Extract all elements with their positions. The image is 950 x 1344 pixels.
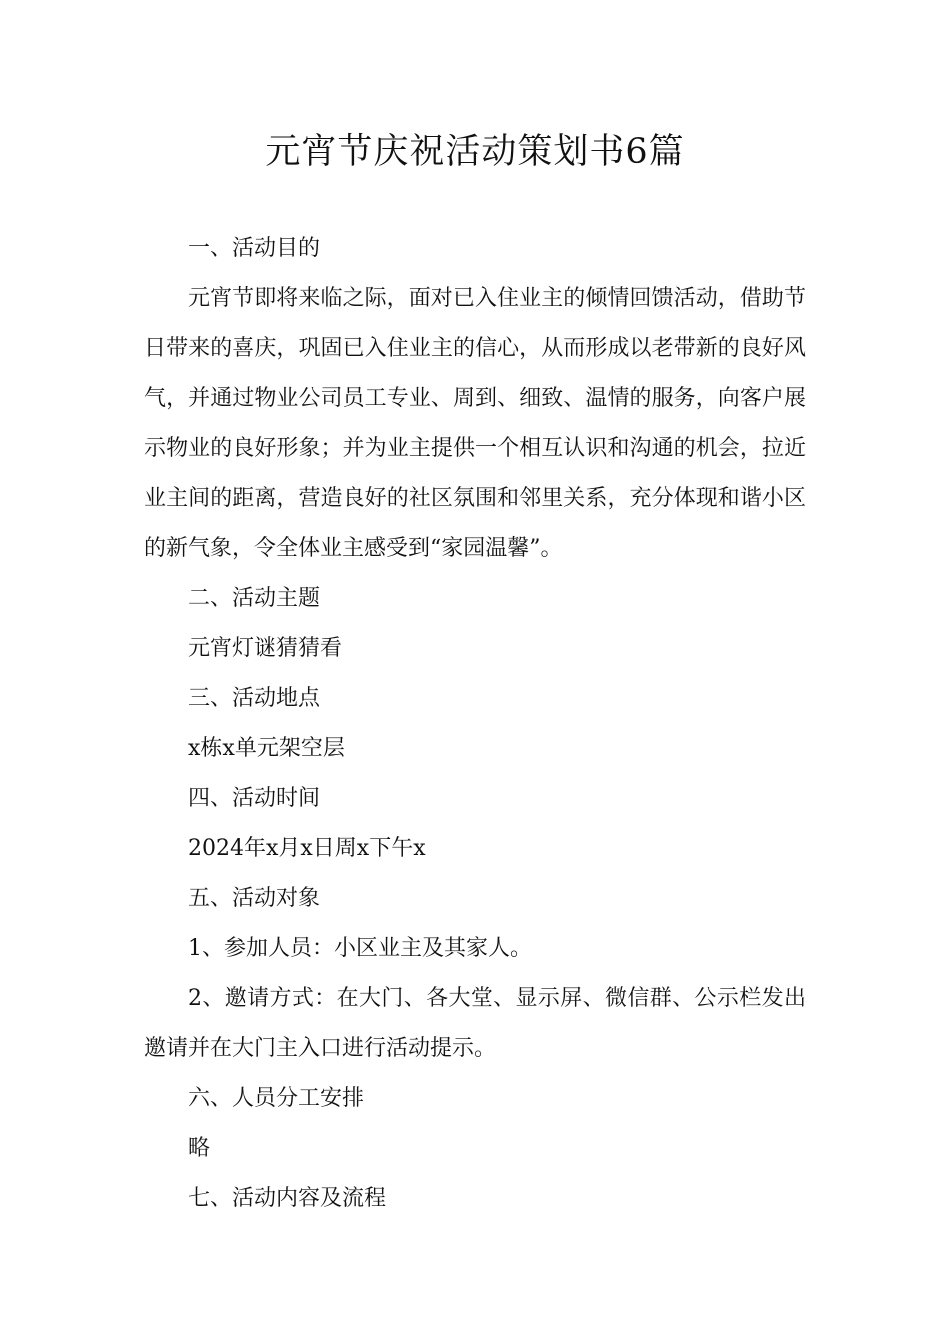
document-title: 元宵节庆祝活动策划书6篇	[265, 132, 685, 172]
heading-staffing: 六、人员分工安排	[188, 1086, 365, 1111]
heading-content-flow: 七、活动内容及流程	[188, 1186, 387, 1211]
heading-time: 四、活动时间	[188, 786, 321, 811]
paragraph-theme: 元宵灯谜猜猜看	[188, 636, 343, 661]
heading-audience: 五、活动对象	[188, 886, 321, 911]
heading-purpose: 一、活动目的	[188, 236, 321, 261]
paragraph-staffing: 略	[188, 1136, 211, 1161]
paragraph-purpose: 元宵节即将来临之际，面对已入住业主的倾情回馈活动，借助节日带来的喜庆，巩固已入住业主的信心，从而形成以老带新的良好风气，并通过物业公司员工专业、周到、细致、温情的服务，向客户展示物业的良好形象；并为业主提供一个相互认识和沟通的机会，拉近业主间的距离，营造良好的社区氛围和邻里关系，充分体现和谐小区的新气象，令全体业主感受到“家园温馨”。	[144, 286, 806, 561]
document-body	[144, 224, 806, 1224]
heading-location: 三、活动地点	[188, 686, 321, 711]
paragraph-time: 2024年x月x日周x下午x	[188, 836, 426, 861]
paragraph-location: x栋x单元架空层	[188, 736, 345, 761]
paragraph-invitation: 2、邀请方式：在大门、各大堂、显示屏、微信群、公示栏发出邀请并在大门主入口进行活动提示。	[144, 986, 806, 1061]
heading-theme: 二、活动主题	[188, 586, 321, 611]
paragraph-participants: 1、参加人员：小区业主及其家人。	[188, 936, 532, 961]
